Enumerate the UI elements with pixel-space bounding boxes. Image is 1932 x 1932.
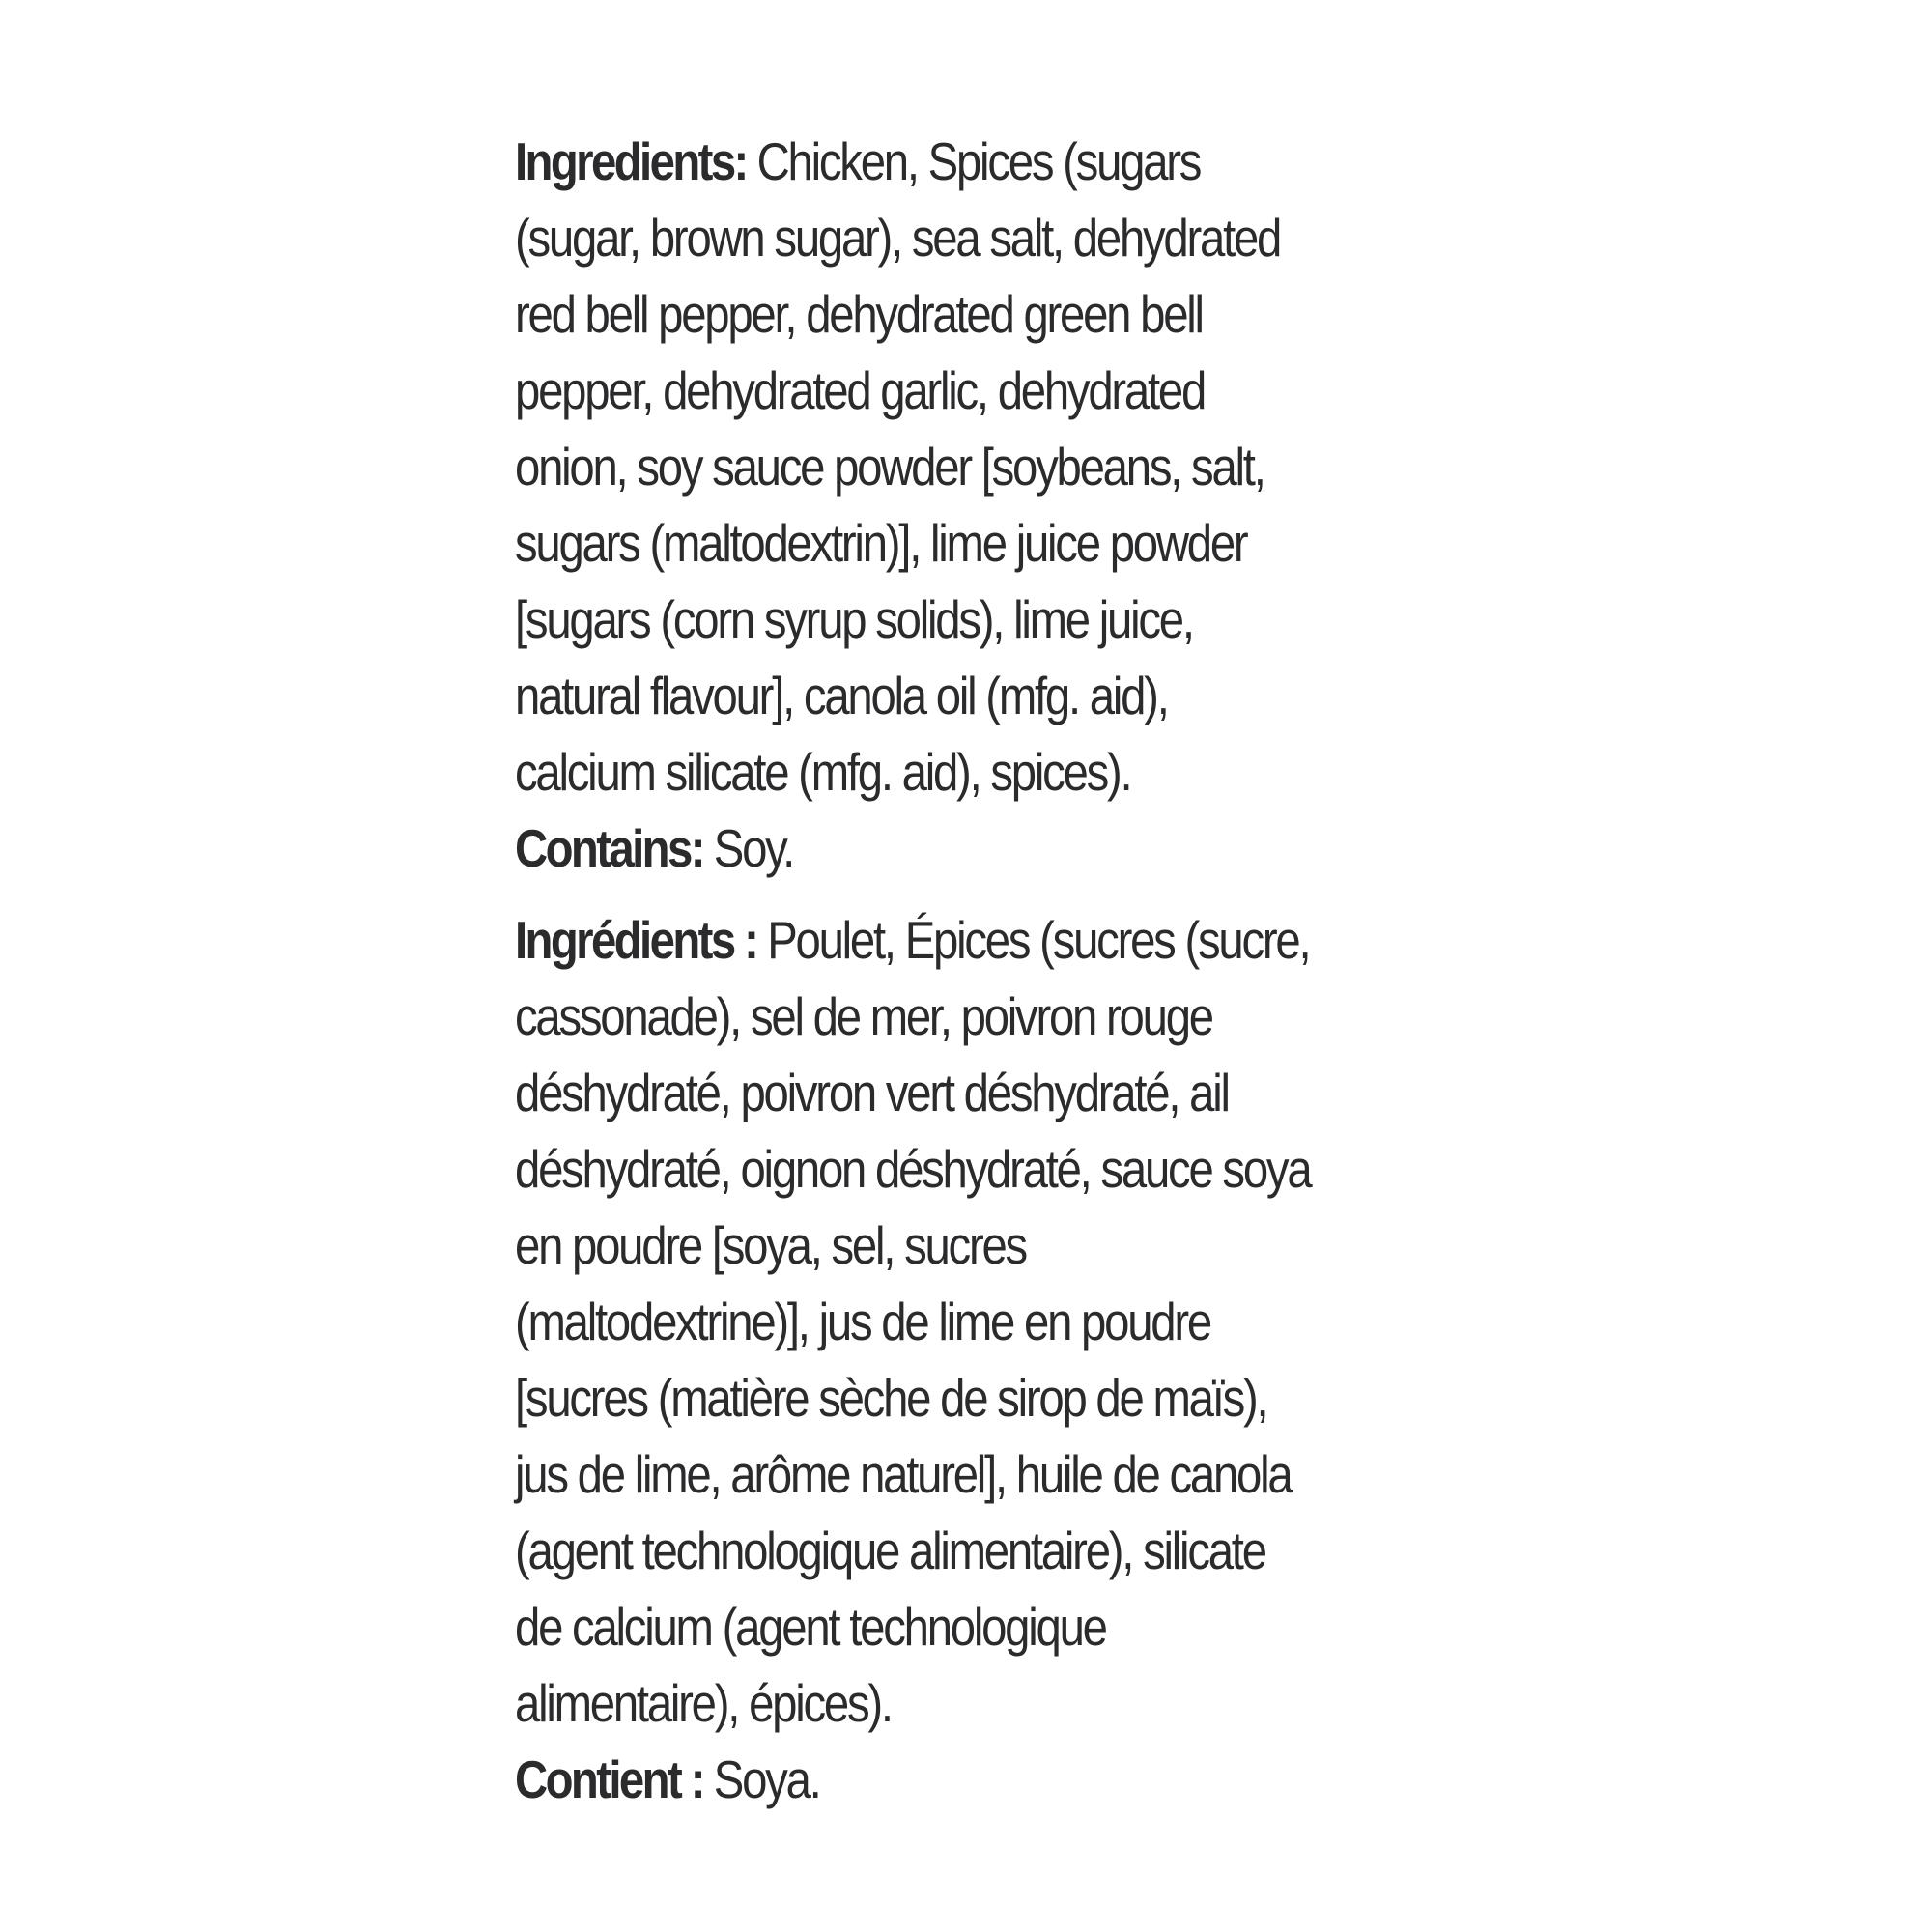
ingredient-line: red bell pepper, dehydrated green bell xyxy=(515,284,1203,344)
ingredient-line: [sucres (matière sèche de sirop de maïs), xyxy=(515,1368,1267,1428)
ingredient-line: (maltodextrine)], jus de lime en poudre xyxy=(515,1292,1210,1351)
ingredient-line: de calcium (agent technologique xyxy=(515,1597,1106,1657)
ingredient-line: jus de lime, arôme naturel], huile de canola xyxy=(515,1444,1292,1504)
ingredient-line: déshydraté, poivron vert déshydraté, ail xyxy=(515,1063,1229,1122)
contains-label: Contains: xyxy=(515,818,703,878)
contains-label: Contient : xyxy=(515,1749,703,1809)
ingredient-line: en poudre [soya, sel, sucres xyxy=(515,1215,1026,1275)
contains-value: Soya. xyxy=(702,1749,820,1809)
ingredient-line: cassonade), sel de mer, poivron rouge xyxy=(515,986,1212,1046)
ingredient-line: sugars (maltodextrin)], lime juice powder xyxy=(515,513,1247,573)
ingredient-line: Ingrédients : Poulet, Épices (sucres (sucre, xyxy=(515,910,1310,970)
ingredient-line: (agent technologique alimentaire), silicate xyxy=(515,1520,1265,1580)
ingredient-line: [sugars (corn syrup solids), lime juice, xyxy=(515,589,1193,649)
ingredients-label: Ingrédients : xyxy=(515,910,757,970)
allergen-line xyxy=(515,810,1346,887)
ingredient-line: natural flavour], canola oil (mfg. aid), xyxy=(515,666,1168,725)
ingredient-line: alimentaire), épices). xyxy=(515,1673,892,1733)
allergen-line xyxy=(515,1742,1346,1818)
ingredient-line: (sugar, brown sugar), sea salt, dehydrated xyxy=(515,208,1281,268)
ingredient-line: déshydraté, oignon déshydraté, sauce soya xyxy=(515,1139,1311,1199)
ingredient-line: Ingredients: Chicken, Spices (sugars xyxy=(515,131,1201,191)
ingredients-panel xyxy=(515,124,1346,1818)
ingredients-label: Ingredients: xyxy=(515,131,747,191)
ingredient-line: onion, soy sauce powder [soybeans, salt, xyxy=(515,437,1264,497)
ingredient-line: calcium silicate (mfg. aid), spices). xyxy=(515,742,1131,802)
ingredient-line: pepper, dehydrated garlic, dehydrated xyxy=(515,360,1206,420)
french-ingredients xyxy=(515,902,1346,1818)
english-ingredients xyxy=(515,124,1346,887)
contains-value: Soy. xyxy=(702,818,793,878)
